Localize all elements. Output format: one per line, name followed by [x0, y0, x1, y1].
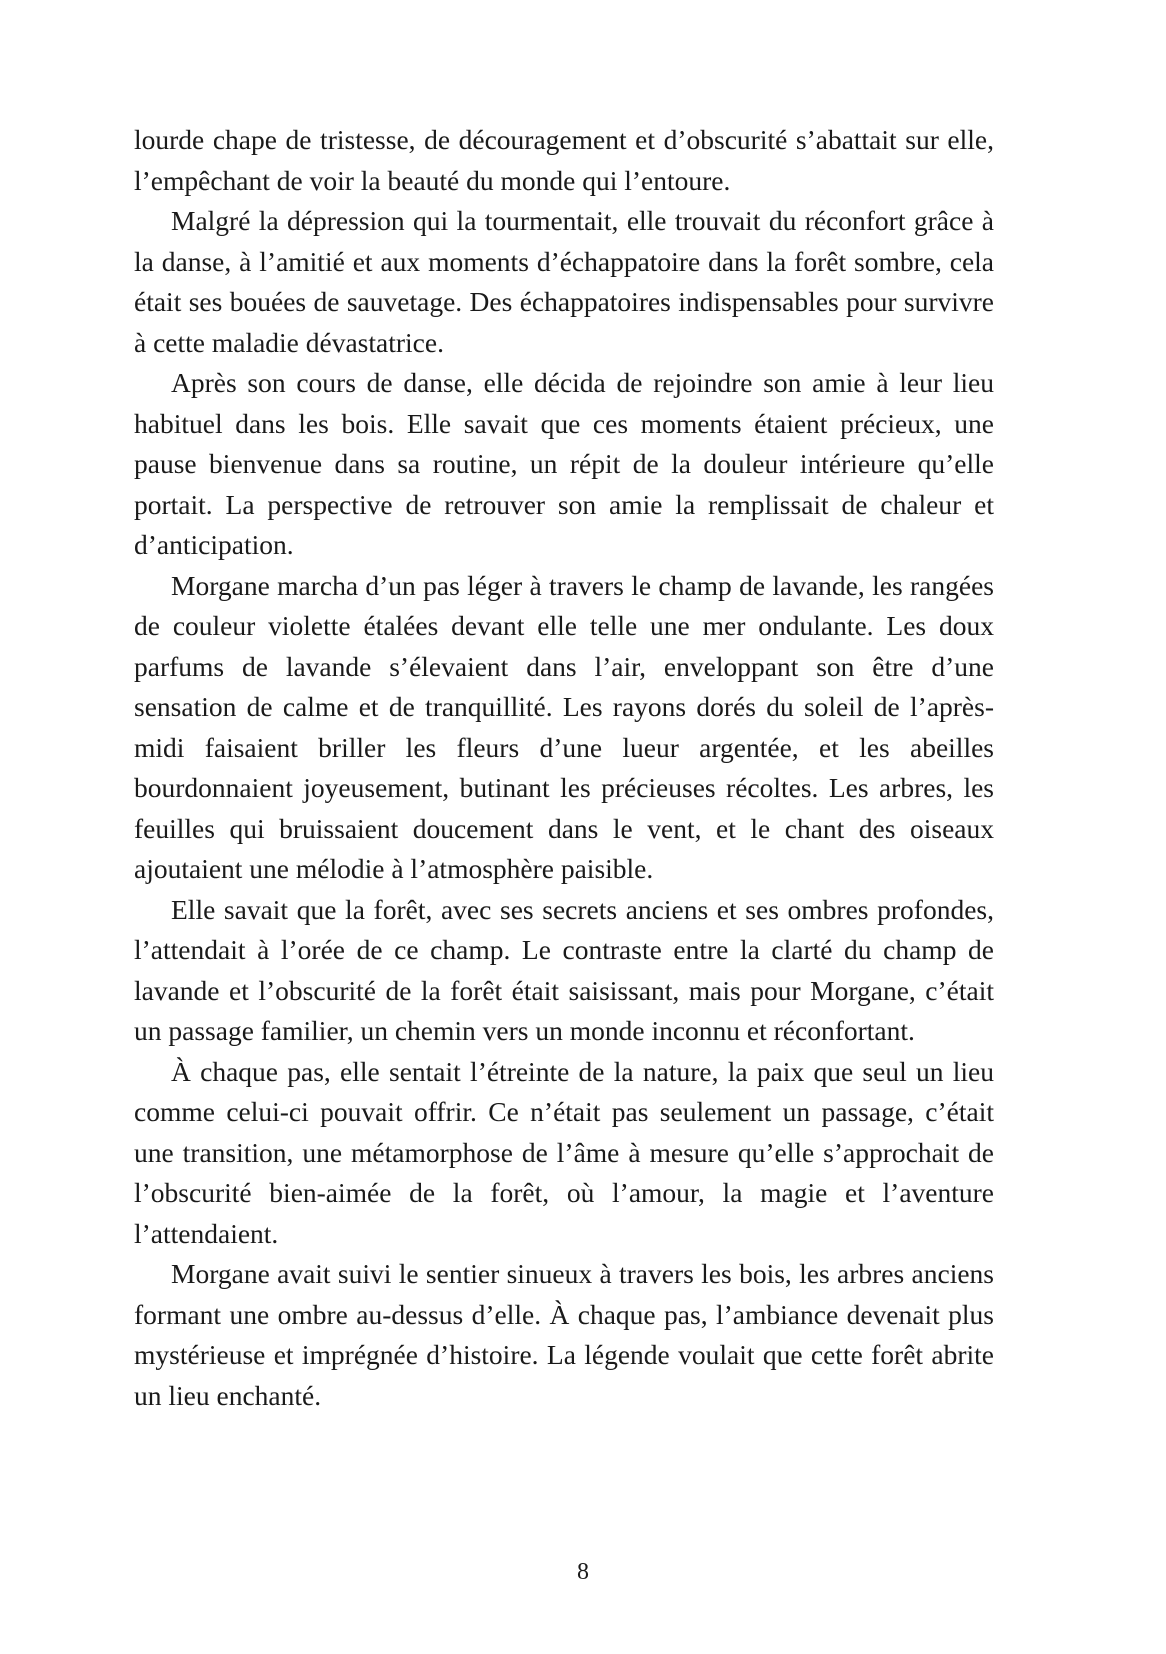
page-number: 8 — [577, 1559, 589, 1585]
paragraph-2: Malgré la dépression qui la tourmentait, elle trouvait du réconfort grâce à la danse, à l’amitié et aux moments d’échappatoire dans la forêt sombre, cela était ses bouées de sauvetage. Des échappatoires indispensables pour survivre à cette maladie dévastatrice. — [134, 205, 994, 358]
paragraph-1: lourde chape de tristesse, de découragement et d’obscurité s’abattait sur elle, l’empêchant de voir la beauté du monde qui l’entoure. — [134, 124, 994, 196]
paragraph-3: Après son cours de danse, elle décida de rejoindre son amie à leur lieu habituel dans les bois. Elle savait que ces moments étaient précieux, une pause bienvenue dans sa routine, un répit de la douleur intérieure qu’elle portait. La perspective de retrouver son amie la remplissait de chaleur et d’anticipation. — [134, 367, 994, 560]
paragraph-4: Morgane marcha d’un pas léger à travers le champ de lavande, les rangées de couleur violette étalées devant elle telle une mer ondulante. Les doux parfums de lavande s’élevaient dans l’air, enveloppant son être d’une sensation de calme et de tranquillité. Les rayons dorés du soleil de l’après-midi faisaient briller les fleurs d’une lueur argentée, et les abeilles bourdonnaient joyeusement, butinant les précieuses récoltes. Les arbres, les feuilles qui bruissaient doucement dans le vent, et le chant des oiseaux ajoutaient une mélodie à l’atmosphère paisible. — [134, 569, 994, 884]
paragraph-7: Morgane avait suivi le sentier sinueux à travers les bois, les arbres anciens formant une ombre au-dessus d’elle. À chaque pas, l’ambiance devenait plus mystérieuse et imprégnée d’histoire. La légende voulait que cette forêt abrite un lieu enchanté. — [134, 1258, 994, 1411]
paragraph-5: Elle savait que la forêt, avec ses secrets anciens et ses ombres profondes, l’attendait à l’orée de ce champ. Le contraste entre la clarté du champ de lavande et l’obscurité de la forêt était saisissant, mais pour Morgane, c’était un passage familier, un chemin vers un monde inconnu et réconfortant. — [134, 893, 994, 1046]
paragraph-6: À chaque pas, elle sentait l’étreinte de la nature, la paix que seul un lieu comme celui-ci pouvait offrir. Ce n’était pas seulement un passage, c’était une transition, une métamorphose de l’âme à mesure qu’elle s’approchait de l’obscurité bien-aimée de la forêt, où l’amour, la magie et l’aventure l’attendaient. — [134, 1055, 994, 1249]
body-text — [134, 120, 994, 1416]
